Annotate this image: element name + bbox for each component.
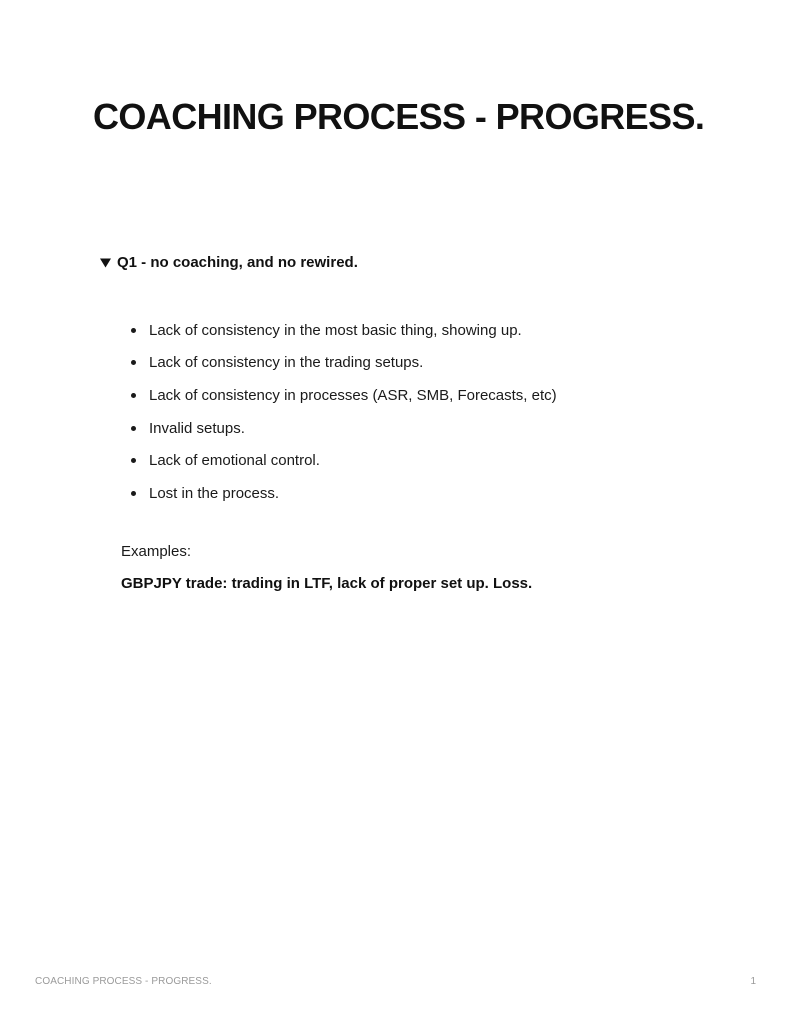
list-item bbox=[131, 314, 557, 347]
page-title: COACHING PROCESS - PROGRESS. bbox=[93, 96, 705, 137]
bullet-list bbox=[131, 314, 557, 510]
examples-label: Examples: bbox=[121, 543, 192, 560]
bullet-dot bbox=[131, 328, 136, 333]
footer-page-number: 1 bbox=[750, 976, 756, 987]
bullet-dot bbox=[131, 491, 136, 496]
toggle-q1[interactable] bbox=[100, 251, 358, 275]
bullet-dot bbox=[131, 393, 136, 398]
list-item-text: Lack of consistency in processes (ASR, SMB, Forecasts, etc) bbox=[149, 386, 557, 404]
list-item-text: Lack of consistency in the trading setups. bbox=[149, 354, 424, 372]
toggle-label: Q1 - no coaching, and no rewired. bbox=[117, 254, 358, 271]
bullet-dot bbox=[131, 360, 136, 365]
list-item bbox=[131, 379, 557, 412]
triangle-down-icon[interactable] bbox=[100, 258, 110, 268]
list-item-text: Lack of emotional control. bbox=[149, 452, 320, 470]
list-item bbox=[131, 477, 557, 510]
footer-title: COACHING PROCESS - PROGRESS. bbox=[35, 976, 212, 987]
bullet-dot bbox=[131, 458, 136, 463]
list-item-text: Invalid setups. bbox=[149, 419, 245, 437]
list-item bbox=[131, 412, 557, 445]
list-item-text: Lack of consistency in the most basic thing, showing up. bbox=[149, 321, 522, 339]
bullet-dot bbox=[131, 426, 136, 431]
example-item: GBPJPY trade: trading in LTF, lack of proper set up. Loss. bbox=[121, 575, 533, 592]
list-item-text: Lost in the process. bbox=[149, 484, 280, 502]
list-item bbox=[131, 444, 557, 477]
list-item bbox=[131, 347, 557, 380]
